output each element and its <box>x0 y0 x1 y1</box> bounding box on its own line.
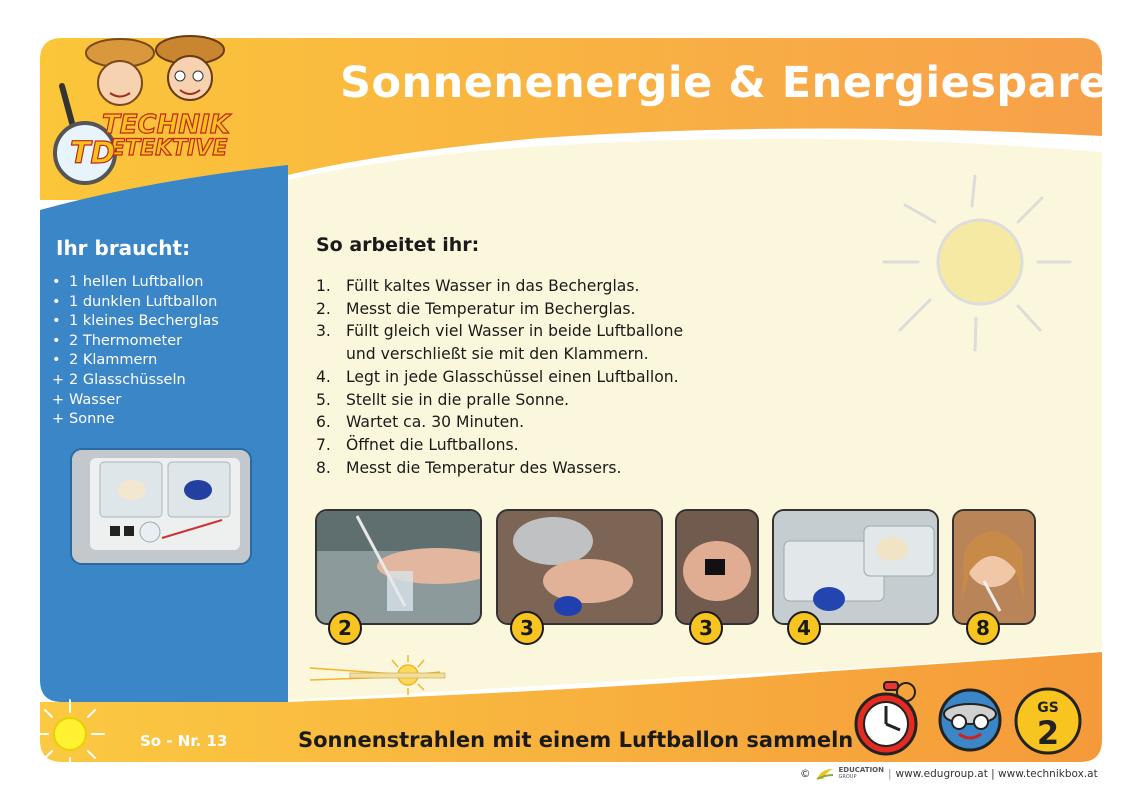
material-text: Sonne <box>69 411 115 428</box>
step-text: Legt in jede Glasschüssel einen Luftballon. <box>346 367 679 386</box>
material-item <box>52 391 219 411</box>
detective-helper-icon <box>935 686 1005 754</box>
material-marker: • <box>52 332 61 349</box>
material-item <box>52 351 219 371</box>
material-text: 1 hellen Luftballon <box>69 274 204 290</box>
material-marker: • <box>52 313 61 330</box>
step-photo-1 <box>315 509 482 625</box>
material-item <box>52 312 219 332</box>
level-badge-icon <box>1012 686 1084 756</box>
material-item <box>52 410 219 430</box>
instruction-step <box>316 320 683 365</box>
instruction-step <box>316 366 683 389</box>
group-label: GROUP <box>838 774 857 780</box>
material-text: Wasser <box>69 391 122 408</box>
step-number: 7. <box>316 435 331 454</box>
step-photo-4 <box>772 509 939 625</box>
step-badge: 4 <box>787 611 821 645</box>
material-item <box>52 332 219 352</box>
experiment-title: Sonnenstrahlen mit einem Luftballon sammeln <box>298 728 854 752</box>
step-badge: 2 <box>328 611 362 645</box>
sheet-number: So - Nr. 13 <box>140 732 228 750</box>
svg-text:2: 2 <box>1036 714 1060 752</box>
materials-photo <box>70 448 252 565</box>
step-number: 4. <box>316 367 331 386</box>
material-marker: + <box>52 391 65 408</box>
svg-text:TECHNIK: TECHNIK <box>102 110 230 140</box>
step-text: Stellt sie in die pralle Sonne. <box>346 390 570 409</box>
materials-list <box>52 273 219 430</box>
step-photo-2 <box>496 509 663 625</box>
technik-detektive-logo <box>40 28 270 198</box>
step-badge: 3 <box>510 611 544 645</box>
footer: © EDUCATION GROUP | www.edugroup.at | www.technikbox.at <box>800 766 1098 780</box>
material-marker: • <box>52 352 61 369</box>
svg-text:TD: TD <box>70 136 116 171</box>
page-title: Sonnenenergie & Energiesparen <box>340 58 1140 108</box>
materials-heading: Ihr braucht: <box>56 236 191 260</box>
instruction-step <box>316 298 683 321</box>
instruction-step <box>316 275 683 298</box>
step-text: Wartet ca. 30 Minuten. <box>346 413 525 432</box>
education-label: EDUCATION <box>838 766 884 774</box>
step-number: 5. <box>316 390 331 409</box>
material-marker: • <box>52 293 61 310</box>
step-number: 2. <box>316 299 331 318</box>
instructions-heading: So arbeitet ihr: <box>316 234 480 256</box>
copyright-symbol: © <box>800 768 811 780</box>
material-marker: + <box>52 411 65 428</box>
material-item <box>52 371 219 391</box>
svg-text:ETEKTIVE: ETEKTIVE <box>110 136 228 161</box>
material-marker: + <box>52 371 65 388</box>
instruction-step <box>316 411 683 434</box>
education-group-logo-icon <box>815 767 835 781</box>
svg-text:GS: GS <box>1037 700 1059 716</box>
material-text: 1 kleines Becherglas <box>69 313 219 330</box>
step-text: Messt die Temperatur im Becherglas. <box>346 299 636 318</box>
step-number: 3. <box>316 322 331 341</box>
step-text: Öffnet die Luftballons. <box>346 435 519 454</box>
step-text: Messt die Temperatur des Wassers. <box>346 458 622 477</box>
step-number: 8. <box>316 458 331 477</box>
material-text: 2 Glasschüsseln <box>69 371 186 388</box>
stopwatch-icon <box>846 680 928 758</box>
step-badge: 8 <box>966 611 1000 645</box>
instruction-step <box>316 457 683 480</box>
material-item <box>52 273 219 293</box>
step-badge: 3 <box>689 611 723 645</box>
step-text: Füllt kaltes Wasser in das Becherglas. <box>346 277 640 295</box>
instructions-list <box>316 275 683 479</box>
step-number: 1. <box>316 277 331 295</box>
material-text: 2 Thermometer <box>69 332 183 349</box>
step-photo-5 <box>952 509 1036 625</box>
step-number: 6. <box>316 413 331 432</box>
step-text: Füllt gleich viel Wasser in beide Luftballone und verschließt sie mit den Klammern. <box>346 322 684 364</box>
material-marker: • <box>52 274 61 290</box>
material-text: 1 dunklen Luftballon <box>69 293 218 310</box>
material-text: 2 Klammern <box>69 352 158 369</box>
instruction-step <box>316 434 683 457</box>
step-photo-3 <box>675 509 759 625</box>
instruction-step <box>316 389 683 412</box>
material-item <box>52 293 219 313</box>
footer-links[interactable]: www.edugroup.at | www.technikbox.at <box>895 768 1098 780</box>
